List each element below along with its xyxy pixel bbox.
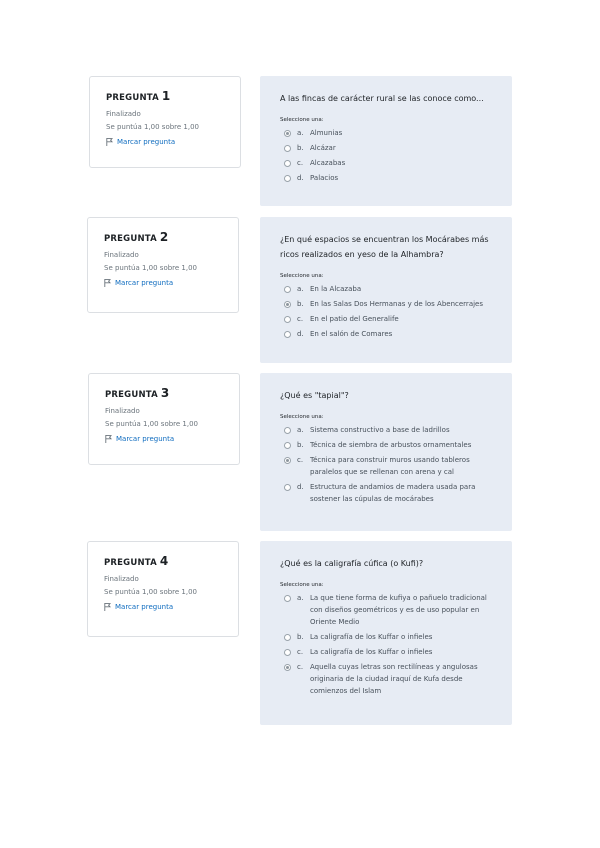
flag-icon bbox=[105, 435, 112, 443]
question-text: ¿Qué es la caligrafía cúfica (o Kufi)? bbox=[280, 559, 424, 568]
radio-button[interactable] bbox=[284, 175, 291, 182]
question-state: Finalizado bbox=[106, 110, 141, 118]
answer-prompt: Seleccione una: bbox=[280, 117, 324, 123]
answer-option[interactable]: d. Estructura de andamios de madera usada para sostener las cúpulas de mocárabes bbox=[280, 481, 494, 505]
flag-icon bbox=[104, 603, 111, 611]
radio-button[interactable] bbox=[284, 484, 291, 491]
question-grade: Se puntúa 1,00 sobre 1,00 bbox=[104, 588, 198, 596]
answer-option[interactable]: b. Técnica de siembra de arbustos ornamentales bbox=[280, 439, 494, 451]
flag-question-link[interactable]: Marcar pregunta bbox=[106, 138, 240, 146]
question-content-3 bbox=[260, 373, 512, 531]
flag-icon bbox=[104, 279, 111, 287]
question-content-4 bbox=[260, 541, 512, 725]
question-state: Finalizado bbox=[104, 251, 139, 259]
answer-option[interactable]: c. En el patio del Generalife bbox=[280, 313, 494, 325]
answer-option[interactable]: b. Alcázar bbox=[280, 142, 494, 154]
question-number: PREGUNTA 4 bbox=[104, 554, 169, 568]
question-grade: Se puntúa 1,00 sobre 1,00 bbox=[105, 420, 199, 428]
answer-option[interactable]: d. En el salón de Comares bbox=[280, 328, 494, 340]
radio-button[interactable] bbox=[284, 664, 291, 671]
answer-option[interactable]: a. Sistema constructivo a base de ladrillos bbox=[280, 424, 494, 436]
flag-icon bbox=[106, 138, 113, 146]
answer-option[interactable]: a. Almunias bbox=[280, 127, 494, 139]
question-grade: Se puntúa 1,00 sobre 1,00 bbox=[106, 123, 200, 131]
radio-button[interactable] bbox=[284, 160, 291, 167]
radio-button[interactable] bbox=[284, 331, 291, 338]
question-text: ¿En qué espacios se encuentran los Mocárabes más ricos realizados en yeso de la Alhambra? bbox=[280, 235, 489, 259]
answer-option[interactable]: c. La caligrafía de los Kuffar o infieles bbox=[280, 646, 494, 658]
question-content-2 bbox=[260, 217, 512, 363]
radio-button[interactable] bbox=[284, 457, 291, 464]
answer-prompt: Seleccione una: bbox=[280, 273, 324, 279]
radio-button[interactable] bbox=[284, 427, 291, 434]
flag-question-link[interactable]: Marcar pregunta bbox=[105, 435, 239, 443]
question-info-2 bbox=[87, 217, 239, 313]
question-number: PREGUNTA 2 bbox=[104, 230, 169, 244]
answer-option[interactable]: a. La que tiene forma de kufiya o pañuelo tradicional con diseños geométricos y es de uso popular en Oriente Medio bbox=[280, 592, 494, 628]
flag-question-link[interactable]: Marcar pregunta bbox=[104, 603, 238, 611]
radio-button[interactable] bbox=[284, 286, 291, 293]
radio-button[interactable] bbox=[284, 595, 291, 602]
radio-button[interactable] bbox=[284, 634, 291, 641]
radio-button[interactable] bbox=[284, 301, 291, 308]
question-number: PREGUNTA 3 bbox=[105, 386, 170, 400]
question-state: Finalizado bbox=[105, 407, 140, 415]
question-info-4 bbox=[87, 541, 239, 637]
answer-option[interactable]: d. Palacios bbox=[280, 172, 494, 184]
radio-button[interactable] bbox=[284, 442, 291, 449]
question-grade: Se puntúa 1,00 sobre 1,00 bbox=[104, 264, 198, 272]
radio-button[interactable] bbox=[284, 649, 291, 656]
answer-option[interactable]: a. En la Alcazaba bbox=[280, 283, 494, 295]
answer-prompt: Seleccione una: bbox=[280, 582, 324, 588]
question-text: ¿Qué es "tapial"? bbox=[280, 391, 349, 400]
radio-button[interactable] bbox=[284, 316, 291, 323]
answer-option[interactable]: b. En las Salas Dos Hermanas y de los Abencerrajes bbox=[280, 298, 494, 310]
answer-option[interactable]: c. Técnica para construir muros usando tableros paralelos que se rellenan con arena y cal bbox=[280, 454, 494, 478]
answer-option[interactable]: b. La caligrafía de los Kuffar o infieles bbox=[280, 631, 494, 643]
question-info-1 bbox=[89, 76, 241, 168]
answer-option[interactable]: c. Alcazabas bbox=[280, 157, 494, 169]
flag-question-link[interactable]: Marcar pregunta bbox=[104, 279, 238, 287]
question-content-1 bbox=[260, 76, 512, 206]
question-text: A las fincas de carácter rural se las conoce como... bbox=[280, 94, 484, 103]
question-info-3 bbox=[88, 373, 240, 465]
answer-prompt: Seleccione una: bbox=[280, 414, 324, 420]
radio-button[interactable] bbox=[284, 145, 291, 152]
radio-button[interactable] bbox=[284, 130, 291, 137]
answer-option[interactable]: c. Aquella cuyas letras son rectilíneas y angulosas originaria de la ciudad iraquí de Kufa desde comienzos del Islam bbox=[280, 661, 494, 697]
question-number: PREGUNTA 1 bbox=[106, 89, 171, 103]
question-state: Finalizado bbox=[104, 575, 139, 583]
